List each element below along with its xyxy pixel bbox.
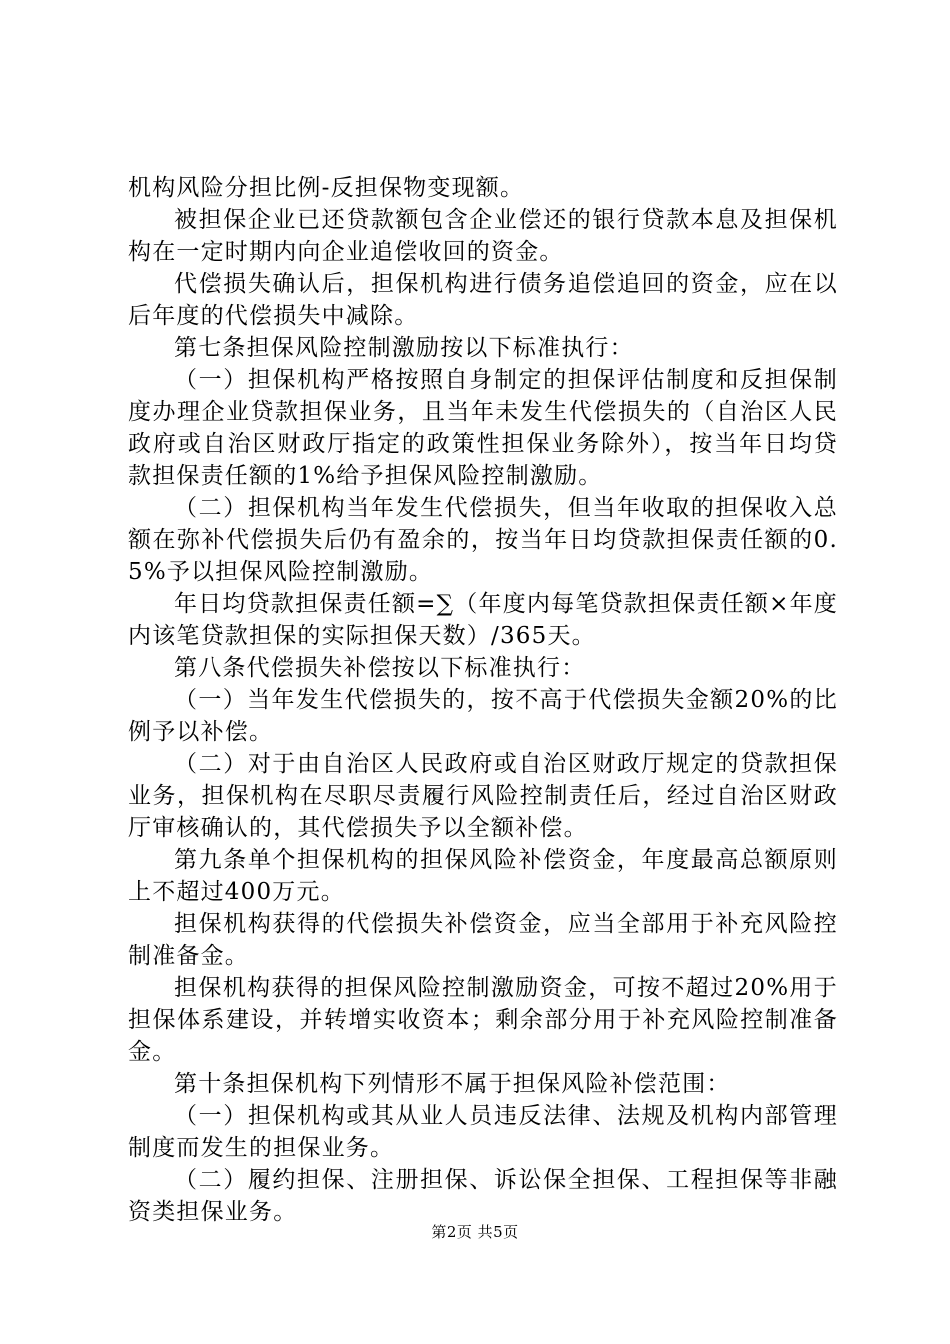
paragraph-recovery-deduction: 代偿损失确认后，担保机构进行债务追偿追回的资金，应在以后年度的代偿损失中减除。 bbox=[128, 271, 838, 329]
paragraph-incentive-usage: 担保机构获得的担保风险控制激励资金，可按不超过20%用于担保体系建设，并转增实收资本；剩余部分用于补充风险控制准备金。 bbox=[128, 975, 838, 1065]
article-10-item-1: （一）担保机构或其从业人员违反法律、法规及机构内部管理制度而发生的担保业务。 bbox=[128, 1103, 838, 1161]
page-number: 第2页 共5页 bbox=[431, 1223, 519, 1241]
article-7-item-1: （一）担保机构严格按照自身制定的担保评估制度和反担保制度办理企业贷款担保业务，且当年未发生代偿损失的（自治区人民政府或自治区财政厅指定的政策性担保业务除外），按当年日均贷款担保责任额的1%给予担保风险控制激励。 bbox=[128, 367, 838, 489]
article-8-item-2: （二）对于由自治区人民政府或自治区财政厅规定的贷款担保业务，担保机构在尽职尽责履行风险控制责任后，经过自治区财政厅审核确认的，其代偿损失予以全额补偿。 bbox=[128, 751, 838, 841]
article-7-heading: 第七条担保风险控制激励按以下标准执行： bbox=[174, 335, 634, 361]
article-10-heading: 第十条担保机构下列情形不属于担保风险补偿范围： bbox=[174, 1071, 731, 1097]
paragraph-compensation-usage: 担保机构获得的代偿损失补偿资金，应当全部用于补充风险控制准备金。 bbox=[128, 911, 838, 969]
paragraph-continuation: 机构风险分担比例-反担保物变现额。 bbox=[128, 175, 525, 201]
article-9-heading: 第九条单个担保机构的担保风险补偿资金，年度最高总额原则上不超过400万元。 bbox=[128, 847, 838, 905]
paragraph-repaid-loan: 被担保企业已还贷款额包含企业偿还的银行贷款本息及担保机构在一定时期内向企业追偿收回的资金。 bbox=[128, 207, 838, 265]
article-8-heading: 第八条代偿损失补偿按以下标准执行： bbox=[174, 655, 586, 681]
paragraph-daily-average-formula: 年日均贷款担保责任额=∑（年度内每笔贷款担保责任额×年度内该笔贷款担保的实际担保天数）/365天。 bbox=[128, 591, 838, 649]
article-8-item-1: （一）当年发生代偿损失的，按不高于代偿损失金额20%的比例予以补偿。 bbox=[128, 687, 838, 745]
article-7-item-2: （二）担保机构当年发生代偿损失，但当年收取的担保收入总额在弥补代偿损失后仍有盈余的，按当年日均贷款担保责任额的0.5%予以担保风险控制激励。 bbox=[128, 495, 838, 585]
article-10-item-2: （二）履约担保、注册担保、诉讼保全担保、工程担保等非融资类担保业务。 bbox=[128, 1167, 838, 1225]
document-body bbox=[128, 172, 838, 1228]
